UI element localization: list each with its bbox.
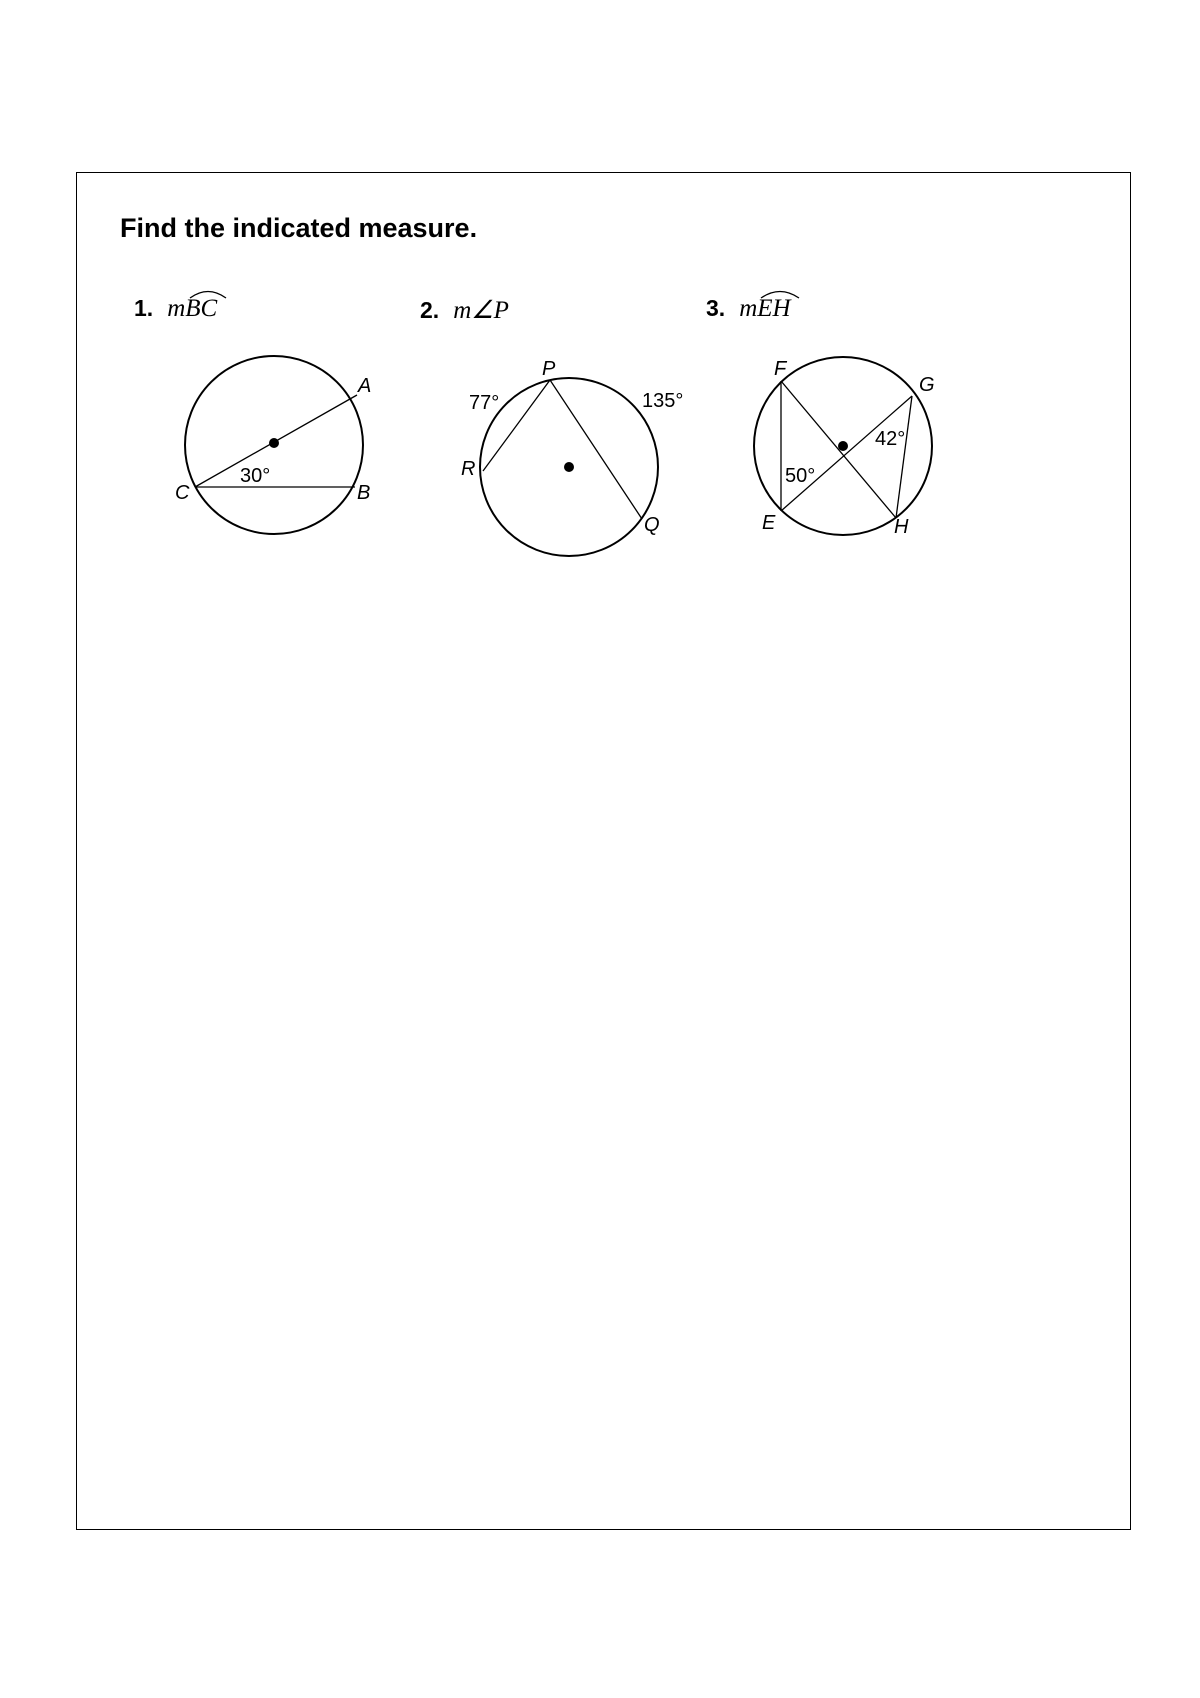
point-label-f: F xyxy=(774,358,787,380)
problem-expression: m∠P xyxy=(453,297,509,324)
point-label-b: B xyxy=(357,482,371,504)
figure-3-circle-diagram xyxy=(77,173,1132,773)
angle-label-42: 42° xyxy=(875,428,906,450)
problem-number: 2. xyxy=(420,297,440,323)
angle-label: 30° xyxy=(240,465,271,487)
point-label-p: P xyxy=(542,358,556,380)
point-label-e: E xyxy=(762,512,776,534)
point-label-h: H xyxy=(894,516,909,538)
point-label-r: R xyxy=(461,458,476,480)
instruction-heading: Find the indicated measure. xyxy=(120,213,478,243)
angle-label-50: 50° xyxy=(785,465,816,487)
chord-gh xyxy=(896,396,912,518)
problem-expression: mEH xyxy=(739,295,790,322)
point-label-c: C xyxy=(175,482,190,504)
point-label-q: Q xyxy=(644,514,660,536)
center-point xyxy=(838,441,848,451)
arc-label-135: 135° xyxy=(642,390,684,412)
arc-label-77: 77° xyxy=(469,392,500,414)
worksheet xyxy=(76,172,1131,1530)
problem-number: 3. xyxy=(706,295,726,321)
chord-eg xyxy=(781,396,912,511)
point-label-a: A xyxy=(358,375,372,397)
problem-expression: mBC xyxy=(167,295,217,322)
problem-number: 1. xyxy=(134,295,154,321)
point-label-g: G xyxy=(919,374,935,396)
